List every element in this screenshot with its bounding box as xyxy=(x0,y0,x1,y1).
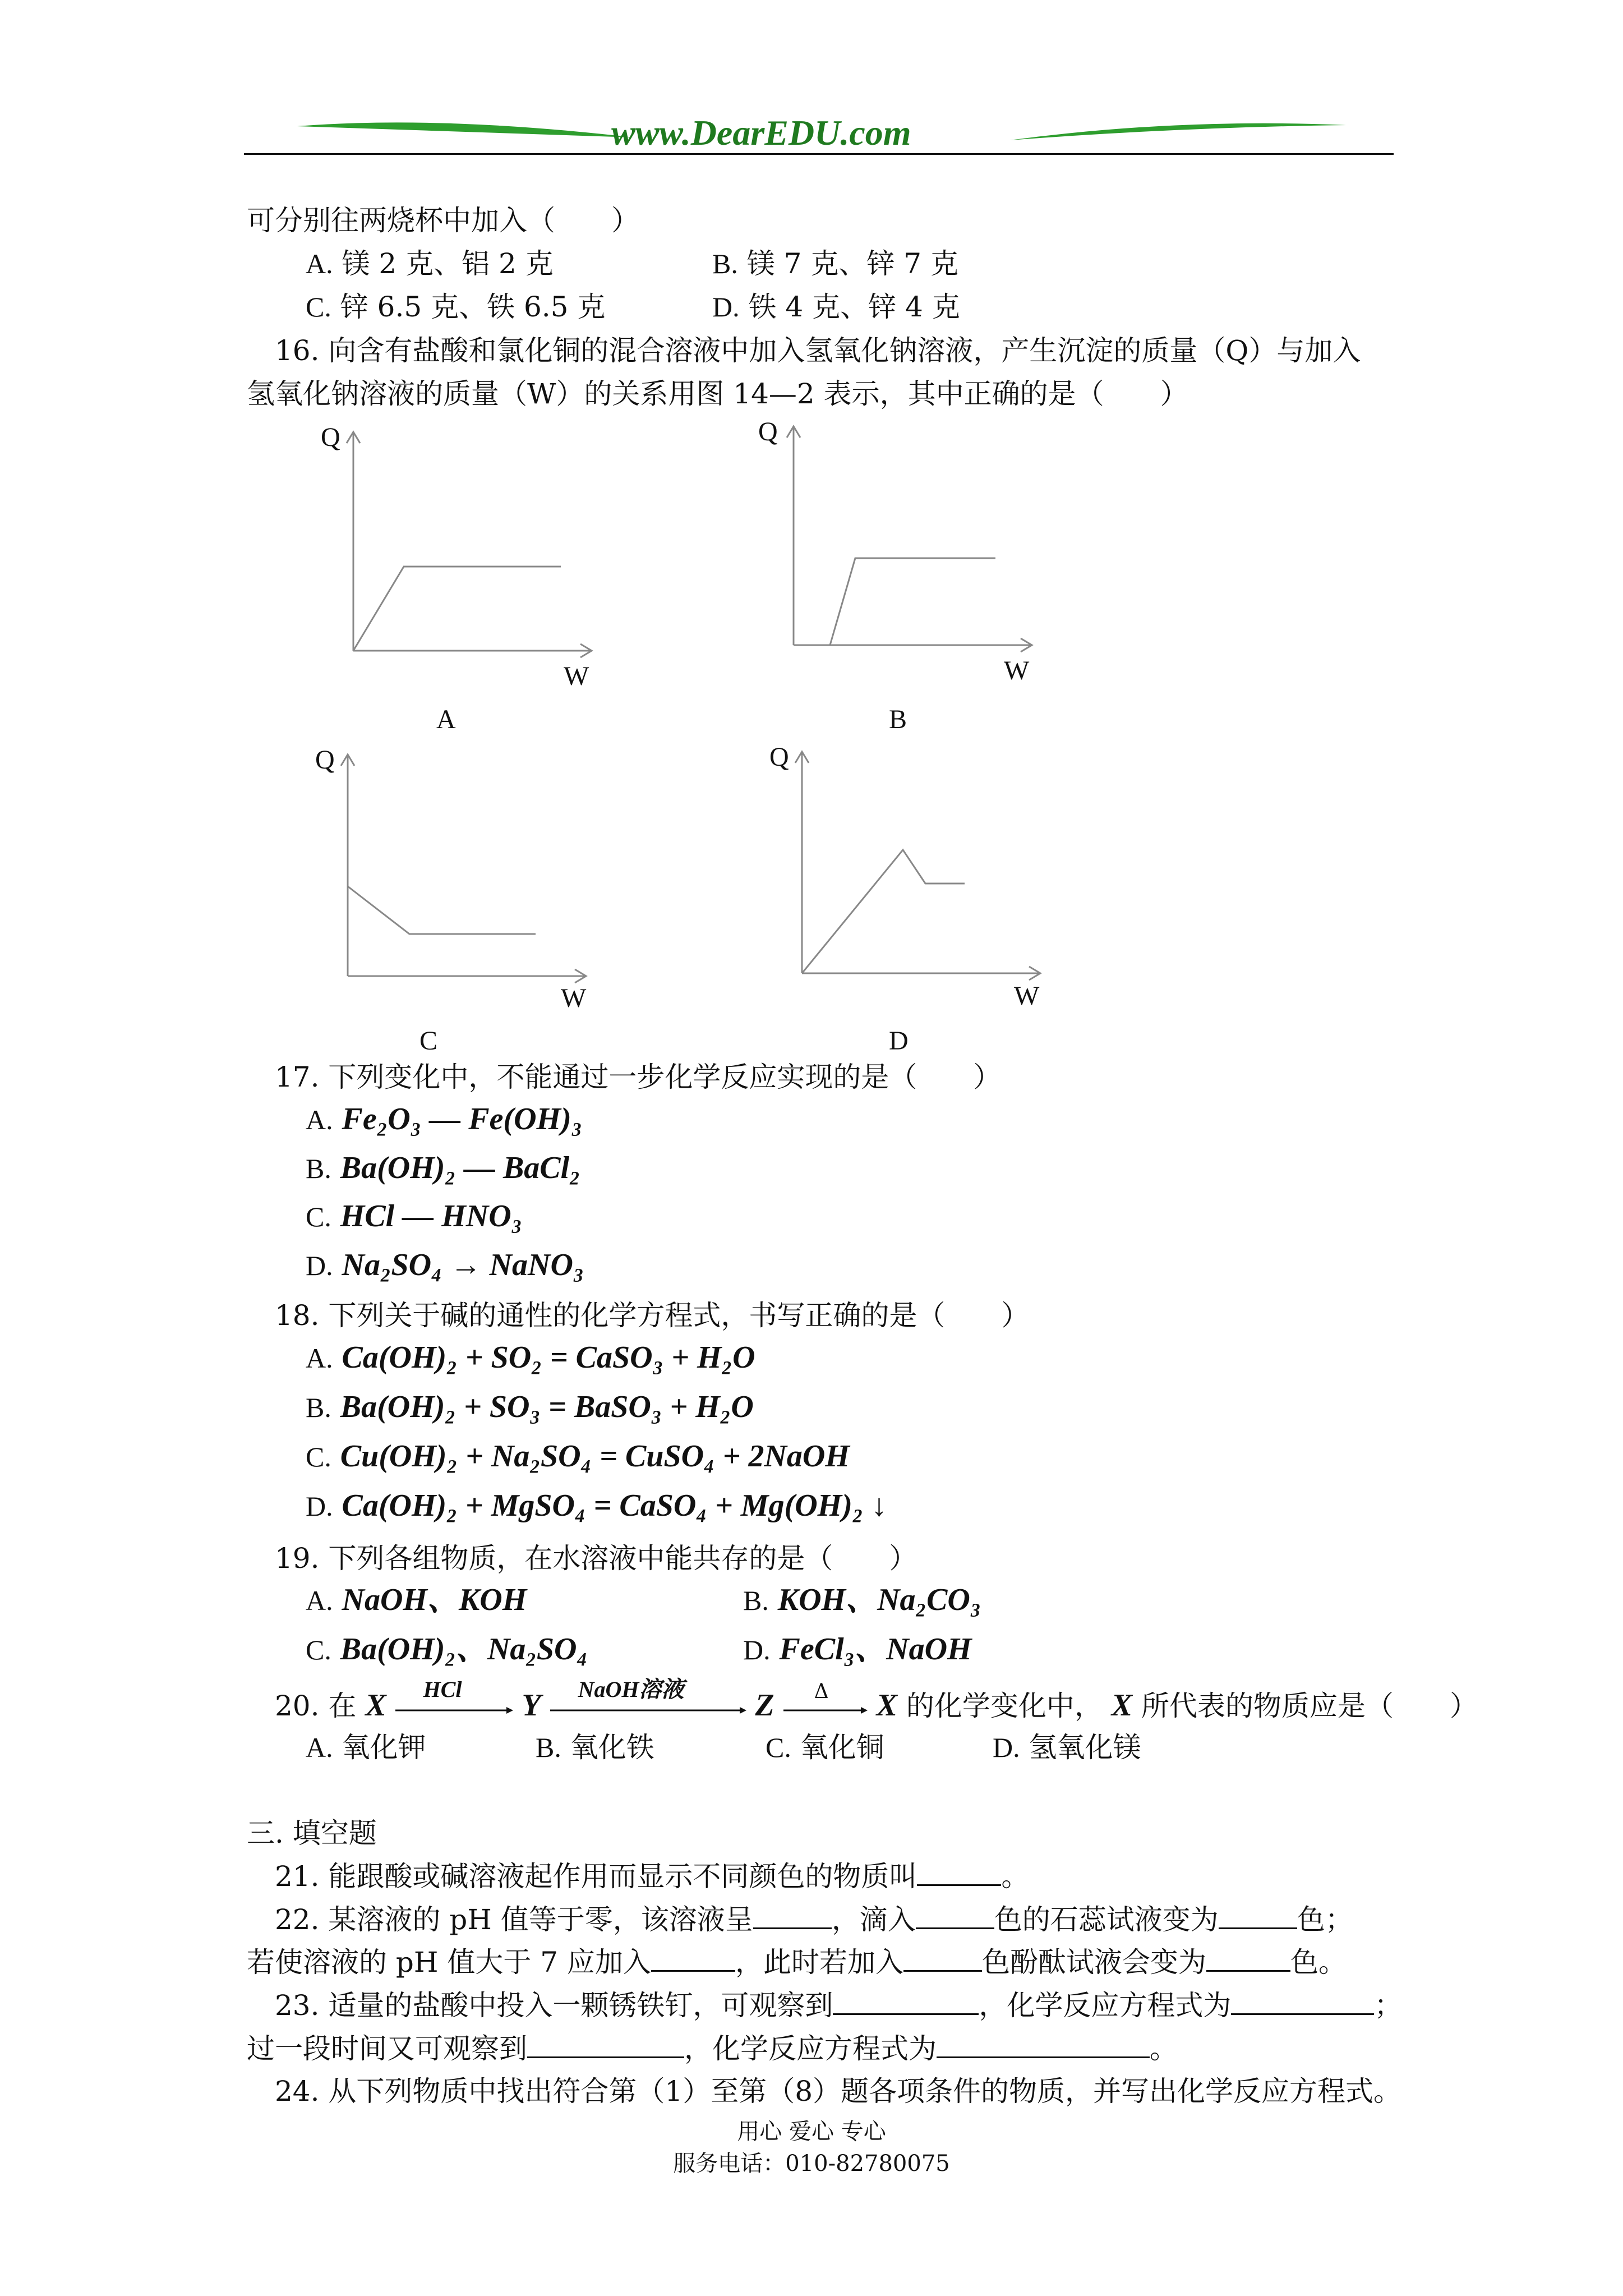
q19-option-b: B. KOH、Na₂CO₃ xyxy=(743,1582,981,1617)
q20-arrow-naoh: NaOH溶液 xyxy=(550,1694,746,1722)
graph-b-y-label: Q xyxy=(758,417,778,447)
q23-line1: 23. 适量的盐酸中投入一颗锈铁钉，可观察到 ，化学反应方程式为 ； xyxy=(275,1989,1403,2022)
graph-a-plot xyxy=(336,426,594,662)
q16-stem-line2: 氢氧化钠溶液的质量（W）的关系用图 14—2 表示，其中正确的是（ ） xyxy=(247,378,1188,410)
q22-blank-2[interactable] xyxy=(916,1903,994,1929)
q18-option-d: D. Ca(OH)₂ + MgSO₄ = CaSO₄ + Mg(OH)₂ ↓ xyxy=(306,1488,887,1523)
q20-option-c: C. 氧化铜 xyxy=(766,1731,884,1764)
q20-stem: 20. 在 X HCl Y NaOH溶液 Z Δ X 的化学变化中， X 所代表的物质应是（ ） xyxy=(275,1677,1478,1723)
q17-option-d: D. Na₂SO₄ → NaNO₃ xyxy=(306,1248,584,1282)
q22-blank-5[interactable] xyxy=(903,1945,982,1972)
header-swoosh-right-icon xyxy=(1009,115,1346,149)
graph-d-y-label: Q xyxy=(769,742,789,772)
q23-blank-3[interactable] xyxy=(527,2032,684,2058)
q22-blank-1[interactable] xyxy=(753,1903,832,1929)
site-logo: www.DearEDU.com xyxy=(611,113,911,153)
q17-option-a: A. Fe₂O₃ — Fe(OH)₃ xyxy=(306,1102,583,1137)
q19-option-d: D. FeCl₃、NaOH xyxy=(743,1632,972,1667)
graph-a-y-label: Q xyxy=(321,422,340,452)
q19-option-a: A. NaOH、KOH xyxy=(306,1582,527,1617)
graph-b-caption: B xyxy=(889,705,907,734)
q16-stem-line1: 16. 向含有盐酸和氯化铜的混合溶液中加入氢氧化钠溶液，产生沉淀的质量（Q）与加入 xyxy=(275,334,1361,367)
q23-line2: 过一段时间又可观察到 ，化学反应方程式为 。 xyxy=(247,2032,1178,2065)
q21-blank[interactable] xyxy=(917,1860,1001,1886)
graph-b-x-label: W xyxy=(1004,656,1030,685)
q22-blank-6[interactable] xyxy=(1206,1945,1290,1972)
q21: 21. 能跟酸或碱溶液起作用而显示不同颜色的物质叫 。 xyxy=(275,1860,1030,1893)
graph-a-caption: A xyxy=(436,705,456,734)
q19-option-c: C. Ba(OH)₂、Na₂SO₄ xyxy=(306,1632,588,1667)
graph-c-plot xyxy=(331,749,589,984)
q18-option-b: B. Ba(OH)₂ + SO₃ = BaSO₃ + H₂O xyxy=(306,1389,754,1424)
graph-c-y-label: Q xyxy=(315,745,335,775)
q22-blank-3[interactable] xyxy=(1219,1903,1297,1929)
graph-c-caption: C xyxy=(419,1026,438,1056)
q17-option-b: B. Ba(OH)₂ — BaCl₂ xyxy=(306,1151,580,1185)
q18-option-a: A. Ca(OH)₂ + SO₂ = CaSO₃ + H₂O xyxy=(306,1340,755,1375)
q20-arrow-heat: Δ xyxy=(783,1694,868,1722)
q15-option-c: C. 锌 6.5 克、铁 6.5 克 xyxy=(306,291,606,323)
graph-c-x-label: W xyxy=(561,983,587,1013)
q15-option-d: D. 铁 4 克、锌 4 克 xyxy=(712,291,960,323)
q17-stem: 17. 下列变化中，不能通过一步化学反应实现的是（ ） xyxy=(275,1061,1002,1093)
q18-stem: 18. 下列关于碱的通性的化学方程式，书写正确的是（ ） xyxy=(275,1299,1030,1332)
q23-blank-1[interactable] xyxy=(833,1989,979,2015)
q20-option-d: D. 氢氧化镁 xyxy=(993,1731,1141,1764)
q17-option-c: C. HCl — HNO₃ xyxy=(306,1199,523,1234)
graph-a-x-label: W xyxy=(564,661,589,691)
q23-blank-4[interactable] xyxy=(937,2032,1150,2058)
q20-option-b: B. 氧化铁 xyxy=(536,1731,654,1764)
q22-blank-4[interactable] xyxy=(651,1945,735,1972)
footer-phone: 服务电话：010-82780075 xyxy=(673,2151,950,2177)
graph-d-caption: D xyxy=(889,1026,909,1056)
graph-d-plot xyxy=(785,746,1043,982)
q18-option-c: C. Cu(OH)₂ + Na₂SO₄ = CuSO₄ + 2NaOH xyxy=(306,1439,850,1474)
header-swoosh-left-icon xyxy=(297,115,634,149)
q15-option-b: B. 镁 7 克、锌 7 克 xyxy=(712,247,958,280)
q15-option-a: A. 镁 2 克、铝 2 克 xyxy=(306,247,554,280)
header-rule xyxy=(244,153,1394,155)
q24-stem: 24. 从下列物质中找出符合第（1）至第（8）题各项条件的物质，并写出化学反应方程式。 xyxy=(275,2075,1402,2108)
graph-d-x-label: W xyxy=(1014,981,1040,1011)
intro-line: 可分别往两烧杯中加入（ ） xyxy=(247,204,639,237)
q19-stem: 19. 下列各组物质，在水溶液中能共存的是（ ） xyxy=(275,1542,917,1575)
footer-slogan: 用心 爱心 专心 xyxy=(737,2119,886,2145)
q22-line2: 若使溶液的 pH 值大于 7 应加入 ，此时若加入 色酚酞试液会变为 色。 xyxy=(247,1946,1347,1978)
q20-option-a: A. 氧化钾 xyxy=(306,1731,426,1764)
q22-line1: 22. 某溶液的 pH 值等于零，该溶液呈 ，滴入 色的石蕊试液变为 色； xyxy=(275,1903,1353,1936)
q23-blank-2[interactable] xyxy=(1231,1989,1374,2015)
q20-arrow-hcl: HCl xyxy=(395,1694,513,1722)
section-title: 三. 填空题 xyxy=(247,1817,377,1849)
graph-b-plot xyxy=(777,421,1035,656)
